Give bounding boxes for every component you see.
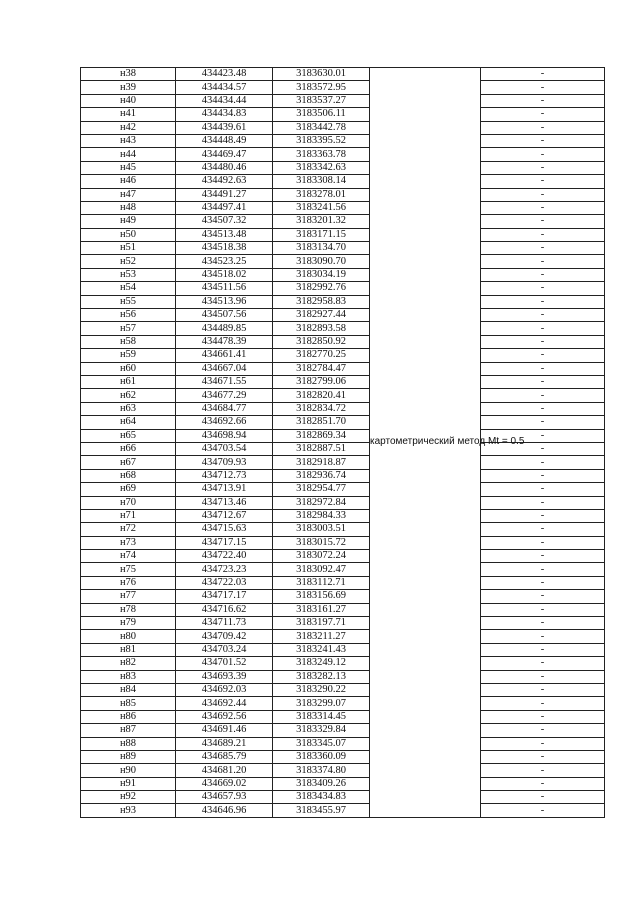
table-row	[81, 429, 605, 442]
x-coordinate-cell: 434712.73	[176, 469, 273, 482]
point-name-cell: н50	[81, 228, 176, 241]
table-row	[81, 81, 605, 94]
error-cell: -	[481, 590, 605, 603]
table-row	[81, 576, 605, 589]
error-cell: -	[481, 697, 605, 710]
y-coordinate-cell: 3182887.51	[273, 442, 370, 455]
point-name-cell: н83	[81, 670, 176, 683]
y-coordinate-cell: 3183003.51	[273, 523, 370, 536]
table-row	[81, 242, 605, 255]
x-coordinate-cell: 434713.91	[176, 483, 273, 496]
x-coordinate-cell: 434692.44	[176, 697, 273, 710]
x-coordinate-cell: 434689.21	[176, 737, 273, 750]
x-coordinate-cell: 434717.15	[176, 536, 273, 549]
x-coordinate-cell: 434513.48	[176, 228, 273, 241]
error-cell: -	[481, 630, 605, 643]
table-row	[81, 483, 605, 496]
x-coordinate-cell: 434480.46	[176, 161, 273, 174]
table-row	[81, 161, 605, 174]
error-cell: -	[481, 402, 605, 415]
y-coordinate-cell: 3183409.26	[273, 777, 370, 790]
table-row	[81, 750, 605, 763]
point-name-cell: н39	[81, 81, 176, 94]
point-name-cell: н72	[81, 523, 176, 536]
y-coordinate-cell: 3183072.24	[273, 550, 370, 563]
y-coordinate-cell: 3183241.43	[273, 643, 370, 656]
table-row	[81, 563, 605, 576]
error-cell: -	[481, 121, 605, 134]
x-coordinate-cell: 434518.38	[176, 242, 273, 255]
point-name-cell: н90	[81, 764, 176, 777]
x-coordinate-cell: 434677.29	[176, 389, 273, 402]
x-coordinate-cell: 434434.57	[176, 81, 273, 94]
x-coordinate-cell: 434518.02	[176, 268, 273, 281]
point-name-cell: н80	[81, 630, 176, 643]
y-coordinate-cell: 3183201.32	[273, 215, 370, 228]
x-coordinate-cell: 434703.24	[176, 643, 273, 656]
y-coordinate-cell: 3183360.09	[273, 750, 370, 763]
y-coordinate-cell: 3183329.84	[273, 724, 370, 737]
error-cell: -	[481, 764, 605, 777]
x-coordinate-cell: 434469.47	[176, 148, 273, 161]
error-cell: -	[481, 335, 605, 348]
table-row	[81, 295, 605, 308]
y-coordinate-cell: 3183308.14	[273, 175, 370, 188]
y-coordinate-cell: 3182958.83	[273, 295, 370, 308]
point-name-cell: н86	[81, 710, 176, 723]
y-coordinate-cell: 3182820.41	[273, 389, 370, 402]
point-name-cell: н84	[81, 683, 176, 696]
table-row	[81, 456, 605, 469]
y-coordinate-cell: 3182770.25	[273, 349, 370, 362]
y-coordinate-cell: 3182972.84	[273, 496, 370, 509]
x-coordinate-cell: 434722.03	[176, 576, 273, 589]
x-coordinate-cell: 434511.56	[176, 282, 273, 295]
y-coordinate-cell: 3183455.97	[273, 804, 370, 817]
y-coordinate-cell: 3183630.01	[273, 68, 370, 81]
y-coordinate-cell: 3183156.69	[273, 590, 370, 603]
y-coordinate-cell: 3183034.19	[273, 268, 370, 281]
x-coordinate-cell: 434711.73	[176, 617, 273, 630]
point-name-cell: н91	[81, 777, 176, 790]
table-row	[81, 175, 605, 188]
table-row	[81, 777, 605, 790]
error-cell: -	[481, 804, 605, 817]
point-name-cell: н53	[81, 268, 176, 281]
point-name-cell: н45	[81, 161, 176, 174]
y-coordinate-cell: 3183374.80	[273, 764, 370, 777]
x-coordinate-cell: 434692.66	[176, 416, 273, 429]
error-cell: -	[481, 322, 605, 335]
x-coordinate-cell: 434423.48	[176, 68, 273, 81]
error-cell: -	[481, 791, 605, 804]
point-name-cell: н59	[81, 349, 176, 362]
table-row	[81, 322, 605, 335]
point-name-cell: н49	[81, 215, 176, 228]
table-row	[81, 670, 605, 683]
point-name-cell: н40	[81, 94, 176, 107]
point-name-cell: н88	[81, 737, 176, 750]
table-row	[81, 617, 605, 630]
error-cell: -	[481, 228, 605, 241]
x-coordinate-cell: 434722.40	[176, 550, 273, 563]
y-coordinate-cell: 3183282.13	[273, 670, 370, 683]
table-row	[81, 509, 605, 522]
y-coordinate-cell: 3182834.72	[273, 402, 370, 415]
table-row	[81, 416, 605, 429]
error-cell: -	[481, 268, 605, 281]
point-name-cell: н93	[81, 804, 176, 817]
x-coordinate-cell: 434434.44	[176, 94, 273, 107]
table-row	[81, 148, 605, 161]
y-coordinate-cell: 3182869.34	[273, 429, 370, 442]
point-name-cell: н82	[81, 657, 176, 670]
y-coordinate-cell: 3183015.72	[273, 536, 370, 549]
x-coordinate-cell: 434681.20	[176, 764, 273, 777]
point-name-cell: н51	[81, 242, 176, 255]
table-row	[81, 737, 605, 750]
y-coordinate-cell: 3183345.07	[273, 737, 370, 750]
method-cell: картометрический метод Mt = 0.5	[370, 68, 481, 818]
point-name-cell: н78	[81, 603, 176, 616]
coordinates-table-body	[81, 68, 605, 818]
error-cell: -	[481, 536, 605, 549]
error-cell: -	[481, 469, 605, 482]
point-name-cell: н38	[81, 68, 176, 81]
table-row	[81, 724, 605, 737]
y-coordinate-cell: 3182918.87	[273, 456, 370, 469]
error-cell: -	[481, 429, 605, 442]
error-cell: -	[481, 550, 605, 563]
point-name-cell: н70	[81, 496, 176, 509]
coordinates-table	[80, 67, 605, 818]
error-cell: -	[481, 683, 605, 696]
error-cell: -	[481, 282, 605, 295]
point-name-cell: н42	[81, 121, 176, 134]
table-row	[81, 630, 605, 643]
point-name-cell: н58	[81, 335, 176, 348]
error-cell: -	[481, 215, 605, 228]
error-cell: -	[481, 242, 605, 255]
table-row	[81, 590, 605, 603]
x-coordinate-cell: 434698.94	[176, 429, 273, 442]
x-coordinate-cell: 434723.23	[176, 563, 273, 576]
point-name-cell: н65	[81, 429, 176, 442]
table-row	[81, 697, 605, 710]
table-row	[81, 442, 605, 455]
y-coordinate-cell: 3183395.52	[273, 134, 370, 147]
x-coordinate-cell: 434523.25	[176, 255, 273, 268]
y-coordinate-cell: 3183249.12	[273, 657, 370, 670]
x-coordinate-cell: 434715.63	[176, 523, 273, 536]
error-cell: -	[481, 563, 605, 576]
x-coordinate-cell: 434671.55	[176, 375, 273, 388]
error-cell: -	[481, 175, 605, 188]
y-coordinate-cell: 3183197.71	[273, 617, 370, 630]
point-name-cell: н85	[81, 697, 176, 710]
error-cell: -	[481, 188, 605, 201]
point-name-cell: н43	[81, 134, 176, 147]
y-coordinate-cell: 3183134.70	[273, 242, 370, 255]
x-coordinate-cell: 434497.41	[176, 201, 273, 214]
error-cell: -	[481, 134, 605, 147]
error-cell: -	[481, 483, 605, 496]
x-coordinate-cell: 434661.41	[176, 349, 273, 362]
point-name-cell: н81	[81, 643, 176, 656]
table-row	[81, 268, 605, 281]
table-row	[81, 389, 605, 402]
y-coordinate-cell: 3183241.56	[273, 201, 370, 214]
table-row	[81, 710, 605, 723]
error-cell: -	[481, 362, 605, 375]
y-coordinate-cell: 3183090.70	[273, 255, 370, 268]
point-name-cell: н89	[81, 750, 176, 763]
point-name-cell: н76	[81, 576, 176, 589]
point-name-cell: н73	[81, 536, 176, 549]
y-coordinate-cell: 3182799.06	[273, 375, 370, 388]
table-row	[81, 657, 605, 670]
point-name-cell: н48	[81, 201, 176, 214]
y-coordinate-cell: 3183211.27	[273, 630, 370, 643]
error-cell: -	[481, 456, 605, 469]
error-cell: -	[481, 670, 605, 683]
y-coordinate-cell: 3182992.76	[273, 282, 370, 295]
point-name-cell: н74	[81, 550, 176, 563]
point-name-cell: н47	[81, 188, 176, 201]
error-cell: -	[481, 617, 605, 630]
error-cell: -	[481, 750, 605, 763]
error-cell: -	[481, 68, 605, 81]
y-coordinate-cell: 3182984.33	[273, 509, 370, 522]
point-name-cell: н87	[81, 724, 176, 737]
point-name-cell: н52	[81, 255, 176, 268]
error-cell: -	[481, 643, 605, 656]
x-coordinate-cell: 434667.04	[176, 362, 273, 375]
point-name-cell: н63	[81, 402, 176, 415]
x-coordinate-cell: 434507.56	[176, 309, 273, 322]
table-row	[81, 643, 605, 656]
y-coordinate-cell: 3182850.92	[273, 335, 370, 348]
error-cell: -	[481, 416, 605, 429]
x-coordinate-cell: 434491.27	[176, 188, 273, 201]
error-cell: -	[481, 201, 605, 214]
y-coordinate-cell: 3183442.78	[273, 121, 370, 134]
x-coordinate-cell: 434669.02	[176, 777, 273, 790]
error-cell: -	[481, 161, 605, 174]
error-cell: -	[481, 737, 605, 750]
table-row	[81, 764, 605, 777]
table-row	[81, 309, 605, 322]
table-row	[81, 255, 605, 268]
point-name-cell: н75	[81, 563, 176, 576]
y-coordinate-cell: 3182893.58	[273, 322, 370, 335]
table-row	[81, 375, 605, 388]
y-coordinate-cell: 3183537.27	[273, 94, 370, 107]
error-cell: -	[481, 710, 605, 723]
error-cell: -	[481, 777, 605, 790]
table-row	[81, 282, 605, 295]
x-coordinate-cell: 434717.17	[176, 590, 273, 603]
x-coordinate-cell: 434657.93	[176, 791, 273, 804]
x-coordinate-cell: 434684.77	[176, 402, 273, 415]
error-cell: -	[481, 375, 605, 388]
point-name-cell: н41	[81, 108, 176, 121]
x-coordinate-cell: 434434.83	[176, 108, 273, 121]
point-name-cell: н44	[81, 148, 176, 161]
y-coordinate-cell: 3183161.27	[273, 603, 370, 616]
point-name-cell: н66	[81, 442, 176, 455]
x-coordinate-cell: 434507.32	[176, 215, 273, 228]
y-coordinate-cell: 3182954.77	[273, 483, 370, 496]
y-coordinate-cell: 3183314.45	[273, 710, 370, 723]
point-name-cell: н60	[81, 362, 176, 375]
x-coordinate-cell: 434693.39	[176, 670, 273, 683]
x-coordinate-cell: 434685.79	[176, 750, 273, 763]
table-row	[81, 536, 605, 549]
table-row	[81, 804, 605, 817]
point-name-cell: н79	[81, 617, 176, 630]
error-cell: -	[481, 255, 605, 268]
error-cell: -	[481, 509, 605, 522]
x-coordinate-cell: 434709.42	[176, 630, 273, 643]
y-coordinate-cell: 3183092.47	[273, 563, 370, 576]
point-name-cell: н77	[81, 590, 176, 603]
x-coordinate-cell: 434692.03	[176, 683, 273, 696]
x-coordinate-cell: 434709.93	[176, 456, 273, 469]
y-coordinate-cell: 3183434.83	[273, 791, 370, 804]
table-row	[81, 201, 605, 214]
error-cell: -	[481, 657, 605, 670]
point-name-cell: н55	[81, 295, 176, 308]
table-row	[81, 402, 605, 415]
error-cell: -	[481, 295, 605, 308]
x-coordinate-cell: 434691.46	[176, 724, 273, 737]
error-cell: -	[481, 724, 605, 737]
table-row	[81, 121, 605, 134]
x-coordinate-cell: 434692.56	[176, 710, 273, 723]
x-coordinate-cell: 434713.46	[176, 496, 273, 509]
x-coordinate-cell: 434478.39	[176, 335, 273, 348]
x-coordinate-cell: 434716.62	[176, 603, 273, 616]
point-name-cell: н57	[81, 322, 176, 335]
table-row	[81, 603, 605, 616]
x-coordinate-cell: 434703.54	[176, 442, 273, 455]
y-coordinate-cell: 3182851.70	[273, 416, 370, 429]
error-cell: -	[481, 81, 605, 94]
error-cell: -	[481, 442, 605, 455]
x-coordinate-cell: 434492.63	[176, 175, 273, 188]
x-coordinate-cell: 434646.96	[176, 804, 273, 817]
table-row	[81, 134, 605, 147]
table-row	[81, 68, 605, 81]
y-coordinate-cell: 3182936.74	[273, 469, 370, 482]
point-name-cell: н67	[81, 456, 176, 469]
y-coordinate-cell: 3183299.07	[273, 697, 370, 710]
x-coordinate-cell: 434712.67	[176, 509, 273, 522]
y-coordinate-cell: 3183171.15	[273, 228, 370, 241]
error-cell: -	[481, 603, 605, 616]
table-row	[81, 335, 605, 348]
y-coordinate-cell: 3183112.71	[273, 576, 370, 589]
point-name-cell: н46	[81, 175, 176, 188]
point-name-cell: н92	[81, 791, 176, 804]
x-coordinate-cell: 434448.49	[176, 134, 273, 147]
table-row	[81, 94, 605, 107]
point-name-cell: н71	[81, 509, 176, 522]
point-name-cell: н54	[81, 282, 176, 295]
error-cell: -	[481, 576, 605, 589]
error-cell: -	[481, 309, 605, 322]
y-coordinate-cell: 3183506.11	[273, 108, 370, 121]
y-coordinate-cell: 3182784.47	[273, 362, 370, 375]
y-coordinate-cell: 3183342.63	[273, 161, 370, 174]
x-coordinate-cell: 434489.85	[176, 322, 273, 335]
table-row	[81, 496, 605, 509]
table-row	[81, 683, 605, 696]
point-name-cell: н56	[81, 309, 176, 322]
point-name-cell: н69	[81, 483, 176, 496]
y-coordinate-cell: 3182927.44	[273, 309, 370, 322]
error-cell: -	[481, 389, 605, 402]
error-cell: -	[481, 108, 605, 121]
table-row	[81, 108, 605, 121]
error-cell: -	[481, 523, 605, 536]
point-name-cell: н68	[81, 469, 176, 482]
table-row	[81, 215, 605, 228]
table-row	[81, 523, 605, 536]
table-row	[81, 550, 605, 563]
error-cell: -	[481, 94, 605, 107]
table-row	[81, 349, 605, 362]
error-cell: -	[481, 349, 605, 362]
table-row	[81, 228, 605, 241]
x-coordinate-cell: 434701.52	[176, 657, 273, 670]
y-coordinate-cell: 3183290.22	[273, 683, 370, 696]
x-coordinate-cell: 434513.96	[176, 295, 273, 308]
y-coordinate-cell: 3183363.78	[273, 148, 370, 161]
error-cell: -	[481, 148, 605, 161]
x-coordinate-cell: 434439.61	[176, 121, 273, 134]
error-cell: -	[481, 496, 605, 509]
point-name-cell: н61	[81, 375, 176, 388]
point-name-cell: н64	[81, 416, 176, 429]
table-row	[81, 362, 605, 375]
table-row	[81, 791, 605, 804]
table-row	[81, 469, 605, 482]
point-name-cell: н62	[81, 389, 176, 402]
y-coordinate-cell: 3183278.01	[273, 188, 370, 201]
table-row	[81, 188, 605, 201]
y-coordinate-cell: 3183572.95	[273, 81, 370, 94]
